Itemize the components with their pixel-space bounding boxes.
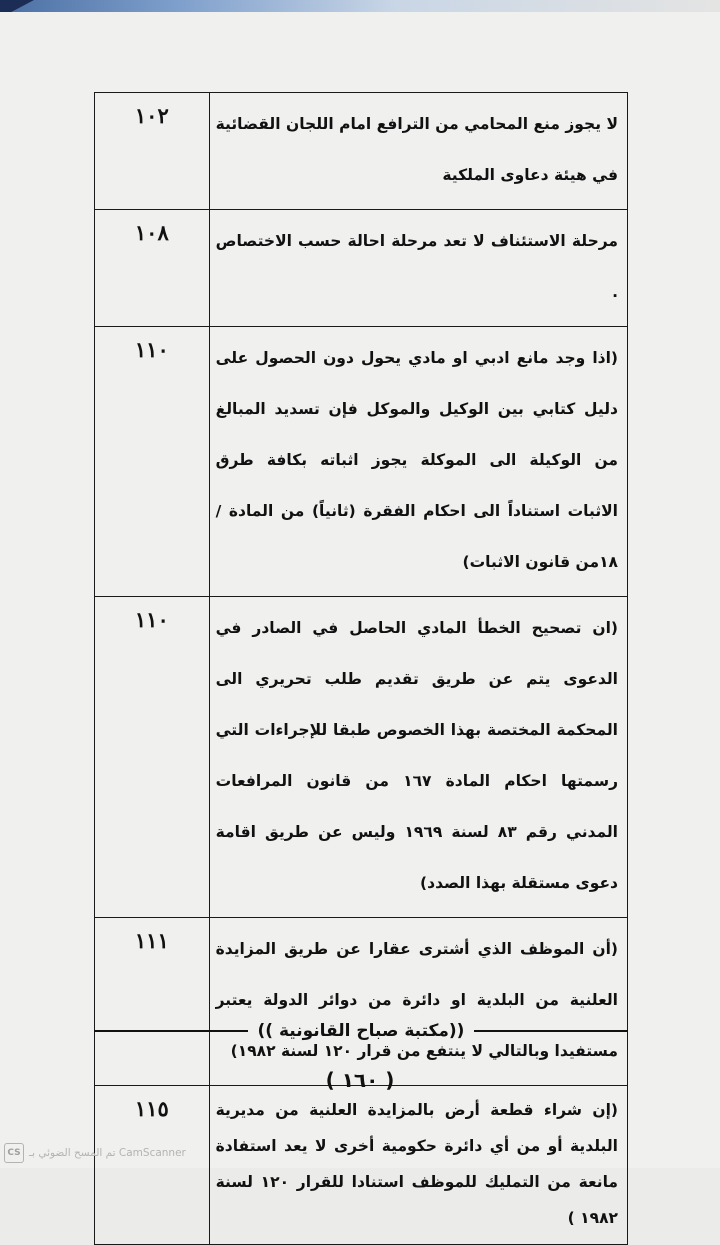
page-reference: ١١١ [95,918,210,1086]
table-row [95,597,628,918]
scanner-watermark [4,1143,186,1163]
library-footer [94,1018,628,1044]
table-row [95,327,628,597]
table-row [95,210,628,327]
scan-top-edge [0,0,720,12]
table-row [95,93,628,210]
ruling-text: مرحلة الاستئناف لا تعد مرحلة احالة حسب الاختصاص . [209,210,627,327]
ruling-text: (ان تصحيح الخطأ المادي الحاصل في الصادر في الدعوى يتم عن طريق تقديم طلب تحريري الى المحكمة المختصة بهذا الخصوص طبقا للإجراءات التي رسمتها احكام المادة ١٦٧ من قانون المرافعات المدني رقم ٨٣ لسنة ١٩٦٩ وليس عن طريق اقامة دعوى مستقلة بهذا الصدد) [209,597,627,918]
ruling-text: (اذا وجد مانع ادبي او مادي يحول دون الحصول على دليل كتابي بين الوكيل والموكل فإن تسديد المبالغ من الوكيلة الى الموكلة يجوز اثباته بكافة طرق الاثبات استناداً الى احكام الفقرة (ثانياً) من المادة /١٨من قانون الاثبات) [209,327,627,597]
footer-rule-left [94,1030,248,1032]
library-name: ((مكتبة صباح القانونية )) [257,1021,465,1041]
ruling-text: (أن الموظف الذي أشترى عقارا عن طريق المزايدة العلنية من البلدية او دائرة من دوائر الدولة يعتبر مستفيدا وبالتالي لا ينتفع من قرار ١٢٠ لسنة ١٩٨٢) [209,918,627,1086]
ruling-text: لا يجوز منع المحامي من الترافع امام اللجان القضائية في هيئة دعاوى الملكية [209,93,627,210]
table-row [95,1086,628,1245]
page-number: ( ١٦٠ ) [325,1068,395,1092]
watermark-text: تم المسح الضوئي بـ CamScanner [29,1147,186,1159]
page-reference: ١٠٨ [95,210,210,327]
footer-rule-right [474,1030,628,1032]
page-reference: ١١٠ [95,597,210,918]
page-reference: ١١٠ [95,327,210,597]
ruling-text: (إن شراء قطعة أرض بالمزايدة العلنية من مديرية البلدية أو من أي دائرة حكومية أخرى لا يعد استفادة مانعة من التمليك للموظف استنادا للقرار ١٢٠ لسنة ١٩٨٢ ) [209,1086,627,1245]
page-reference: ١٠٢ [95,93,210,210]
table-row [95,918,628,1086]
page-reference: ١١٥ [95,1086,210,1245]
camscanner-logo-icon: CS [4,1143,24,1163]
